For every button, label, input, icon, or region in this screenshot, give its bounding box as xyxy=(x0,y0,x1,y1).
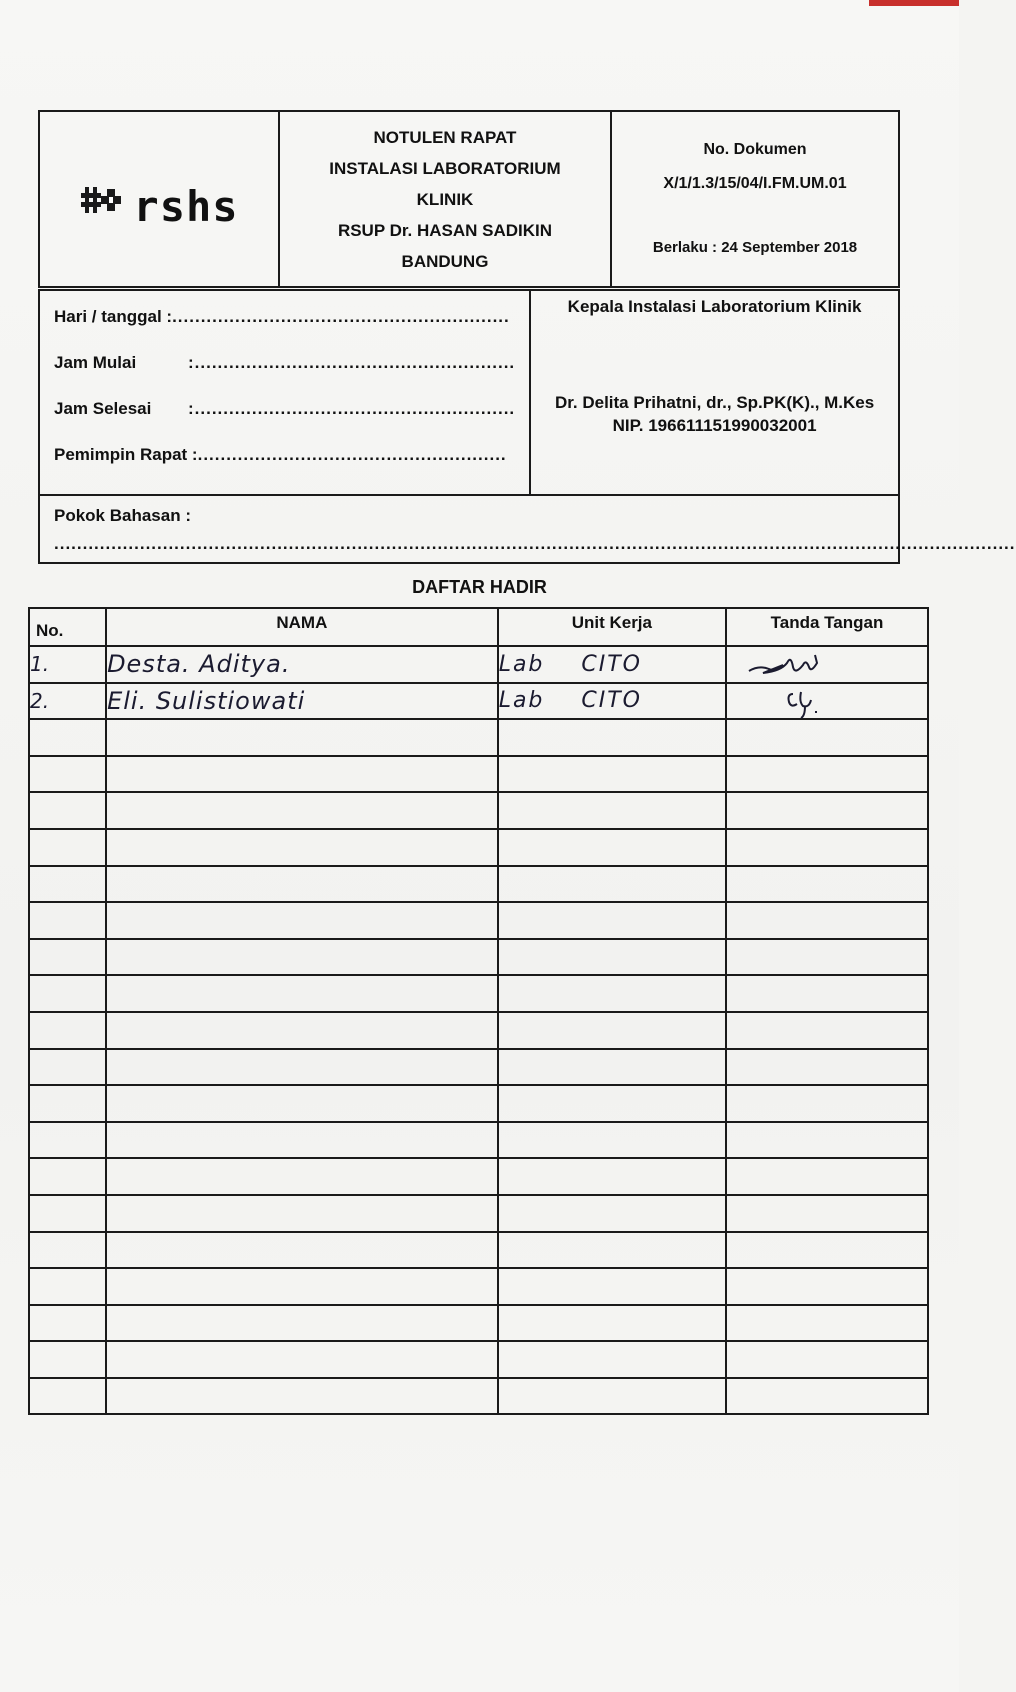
row-unit: Lab CITO xyxy=(498,646,726,683)
logo-cell xyxy=(39,111,279,287)
row-no: 2. xyxy=(29,683,106,720)
row-signature xyxy=(726,1341,928,1378)
row-no xyxy=(29,829,106,866)
row-no xyxy=(29,1158,106,1195)
table-row xyxy=(29,939,928,976)
row-no xyxy=(29,792,106,829)
field-date xyxy=(54,307,515,353)
row-no xyxy=(29,939,106,976)
col-no: No. xyxy=(29,608,106,646)
row-no xyxy=(29,1049,106,1086)
head-title: Kepala Instalasi Laboratorium Klinik xyxy=(567,297,862,316)
title-line: KLINIK xyxy=(416,189,474,209)
row-unit xyxy=(498,1378,726,1415)
row-nama xyxy=(106,939,498,976)
table-row xyxy=(29,1195,928,1232)
field-blank: ...................................................... xyxy=(197,445,507,464)
row-unit xyxy=(498,1158,726,1195)
row-signature xyxy=(726,1232,928,1269)
row-nama xyxy=(106,1122,498,1159)
row-unit xyxy=(498,1085,726,1122)
document-number-cell xyxy=(611,111,899,287)
row-nama: Desta. Aditya. xyxy=(106,646,498,683)
row-signature xyxy=(726,902,928,939)
row-nama: Eli. Sulistiowati xyxy=(106,683,498,720)
row-signature xyxy=(726,719,928,756)
row-unit xyxy=(498,1341,726,1378)
col-nama: NAMA xyxy=(106,608,498,646)
row-nama xyxy=(106,756,498,793)
logo-text: rshs xyxy=(133,181,239,231)
agenda-section xyxy=(38,496,1016,564)
table-row xyxy=(29,756,928,793)
row-no xyxy=(29,1341,106,1378)
row-no xyxy=(29,719,106,756)
table-row xyxy=(29,902,928,939)
meeting-info xyxy=(38,289,900,496)
table-row xyxy=(29,1305,928,1342)
row-nama xyxy=(106,1012,498,1049)
row-unit xyxy=(498,975,726,1012)
row-unit xyxy=(498,1049,726,1086)
rshs-logo xyxy=(41,168,277,231)
document-title xyxy=(279,111,611,287)
table-row xyxy=(29,646,928,683)
row-no xyxy=(29,975,106,1012)
field-blank: ........................................................... xyxy=(172,307,510,326)
table-row xyxy=(29,1268,928,1305)
row-signature xyxy=(726,1085,928,1122)
row-no xyxy=(29,1268,106,1305)
row-no xyxy=(29,1378,106,1415)
row-nama xyxy=(106,1268,498,1305)
row-no xyxy=(29,1305,106,1342)
attendance-header-row xyxy=(29,608,928,646)
title-line: INSTALASI LABORATORIUM xyxy=(329,158,561,178)
row-nama xyxy=(106,1049,498,1086)
head-name: Dr. Delita Prihatni, dr., Sp.PK(K)., M.Kes xyxy=(554,393,875,412)
row-unit xyxy=(498,1232,726,1269)
document-header xyxy=(38,110,900,288)
row-unit xyxy=(498,756,726,793)
table-row xyxy=(29,1378,928,1415)
row-signature xyxy=(726,1195,928,1232)
row-unit xyxy=(498,1012,726,1049)
table-row xyxy=(29,792,928,829)
row-no xyxy=(29,1012,106,1049)
red-corner-mark xyxy=(869,0,959,6)
field-blank: :........................................................ xyxy=(188,399,516,418)
agenda-blank: ........................................................................................................................................................................ xyxy=(54,534,1016,553)
row-signature xyxy=(726,792,928,829)
row-no xyxy=(29,1232,106,1269)
row-signature xyxy=(726,646,928,683)
field-end-time xyxy=(54,399,515,445)
field-label: Hari / tanggal : xyxy=(54,307,173,326)
doc-number: X/1/1.3/15/04/I.FM.UM.01 xyxy=(663,175,847,192)
row-unit xyxy=(498,1268,726,1305)
row-signature xyxy=(726,975,928,1012)
row-signature xyxy=(726,1049,928,1086)
row-signature xyxy=(726,1268,928,1305)
row-signature xyxy=(726,1378,928,1415)
head-nip: NIP. 196611151990032001 xyxy=(612,416,817,435)
table-row xyxy=(29,975,928,1012)
row-no xyxy=(29,1195,106,1232)
title-line: RSUP Dr. HASAN SADIKIN xyxy=(337,220,553,240)
table-row xyxy=(29,829,928,866)
row-no: 1. xyxy=(29,646,106,683)
row-unit xyxy=(498,902,726,939)
row-nama xyxy=(106,902,498,939)
row-unit xyxy=(498,1305,726,1342)
field-blank: :........................................................ xyxy=(188,353,516,372)
row-nama xyxy=(106,792,498,829)
row-nama xyxy=(106,1195,498,1232)
row-nama xyxy=(106,1158,498,1195)
doc-number-label: No. Dokumen xyxy=(703,141,807,158)
row-nama xyxy=(106,1305,498,1342)
row-no xyxy=(29,902,106,939)
row-signature xyxy=(726,939,928,976)
row-nama xyxy=(106,719,498,756)
row-signature xyxy=(726,1012,928,1049)
field-label: Pemimpin Rapat : xyxy=(54,445,198,464)
row-signature xyxy=(726,829,928,866)
row-no xyxy=(29,1085,106,1122)
row-unit xyxy=(498,719,726,756)
signature-icon xyxy=(727,649,927,679)
attendance-title: DAFTAR HADIR xyxy=(412,577,547,597)
row-signature xyxy=(726,1158,928,1195)
row-unit: Lab CITO xyxy=(498,683,726,720)
row-unit xyxy=(498,939,726,976)
agenda-label: Pokok Bahasan : xyxy=(54,506,191,525)
row-unit xyxy=(498,829,726,866)
title-line: NOTULEN RAPAT xyxy=(373,127,517,147)
field-start-time xyxy=(54,353,515,399)
col-unit: Unit Kerja xyxy=(498,608,726,646)
row-unit xyxy=(498,1122,726,1159)
field-label: Jam Mulai xyxy=(54,353,137,372)
table-row xyxy=(29,866,928,903)
table-row xyxy=(29,1158,928,1195)
title-line: BANDUNG xyxy=(401,251,489,271)
row-no xyxy=(29,1122,106,1159)
row-unit xyxy=(498,1195,726,1232)
col-signature: Tanda Tangan xyxy=(726,608,928,646)
field-label: Jam Selesai xyxy=(54,399,152,418)
table-row xyxy=(29,1341,928,1378)
table-row xyxy=(29,719,928,756)
table-row xyxy=(29,1232,928,1269)
head-of-installation xyxy=(530,290,899,495)
table-row xyxy=(29,1085,928,1122)
field-meeting-leader xyxy=(54,445,515,491)
signature-icon xyxy=(727,686,927,716)
row-nama xyxy=(106,866,498,903)
row-nama xyxy=(106,829,498,866)
row-nama xyxy=(106,975,498,1012)
table-row xyxy=(29,1012,928,1049)
rshs-logo-icon xyxy=(79,181,127,217)
table-row xyxy=(29,1122,928,1159)
row-signature xyxy=(726,1122,928,1159)
table-row xyxy=(29,1049,928,1086)
row-unit xyxy=(498,792,726,829)
effective-date: Berlaku : 24 September 2018 xyxy=(652,239,858,256)
row-nama xyxy=(106,1341,498,1378)
row-no xyxy=(29,866,106,903)
row-nama xyxy=(106,1085,498,1122)
row-signature xyxy=(726,756,928,793)
table-row xyxy=(29,683,928,720)
row-nama xyxy=(106,1232,498,1269)
attendance-table xyxy=(28,607,929,1415)
row-nama xyxy=(106,1378,498,1415)
row-signature xyxy=(726,1305,928,1342)
row-signature xyxy=(726,683,928,720)
row-no xyxy=(29,756,106,793)
row-signature xyxy=(726,866,928,903)
meeting-fields xyxy=(39,290,530,495)
row-unit xyxy=(498,866,726,903)
